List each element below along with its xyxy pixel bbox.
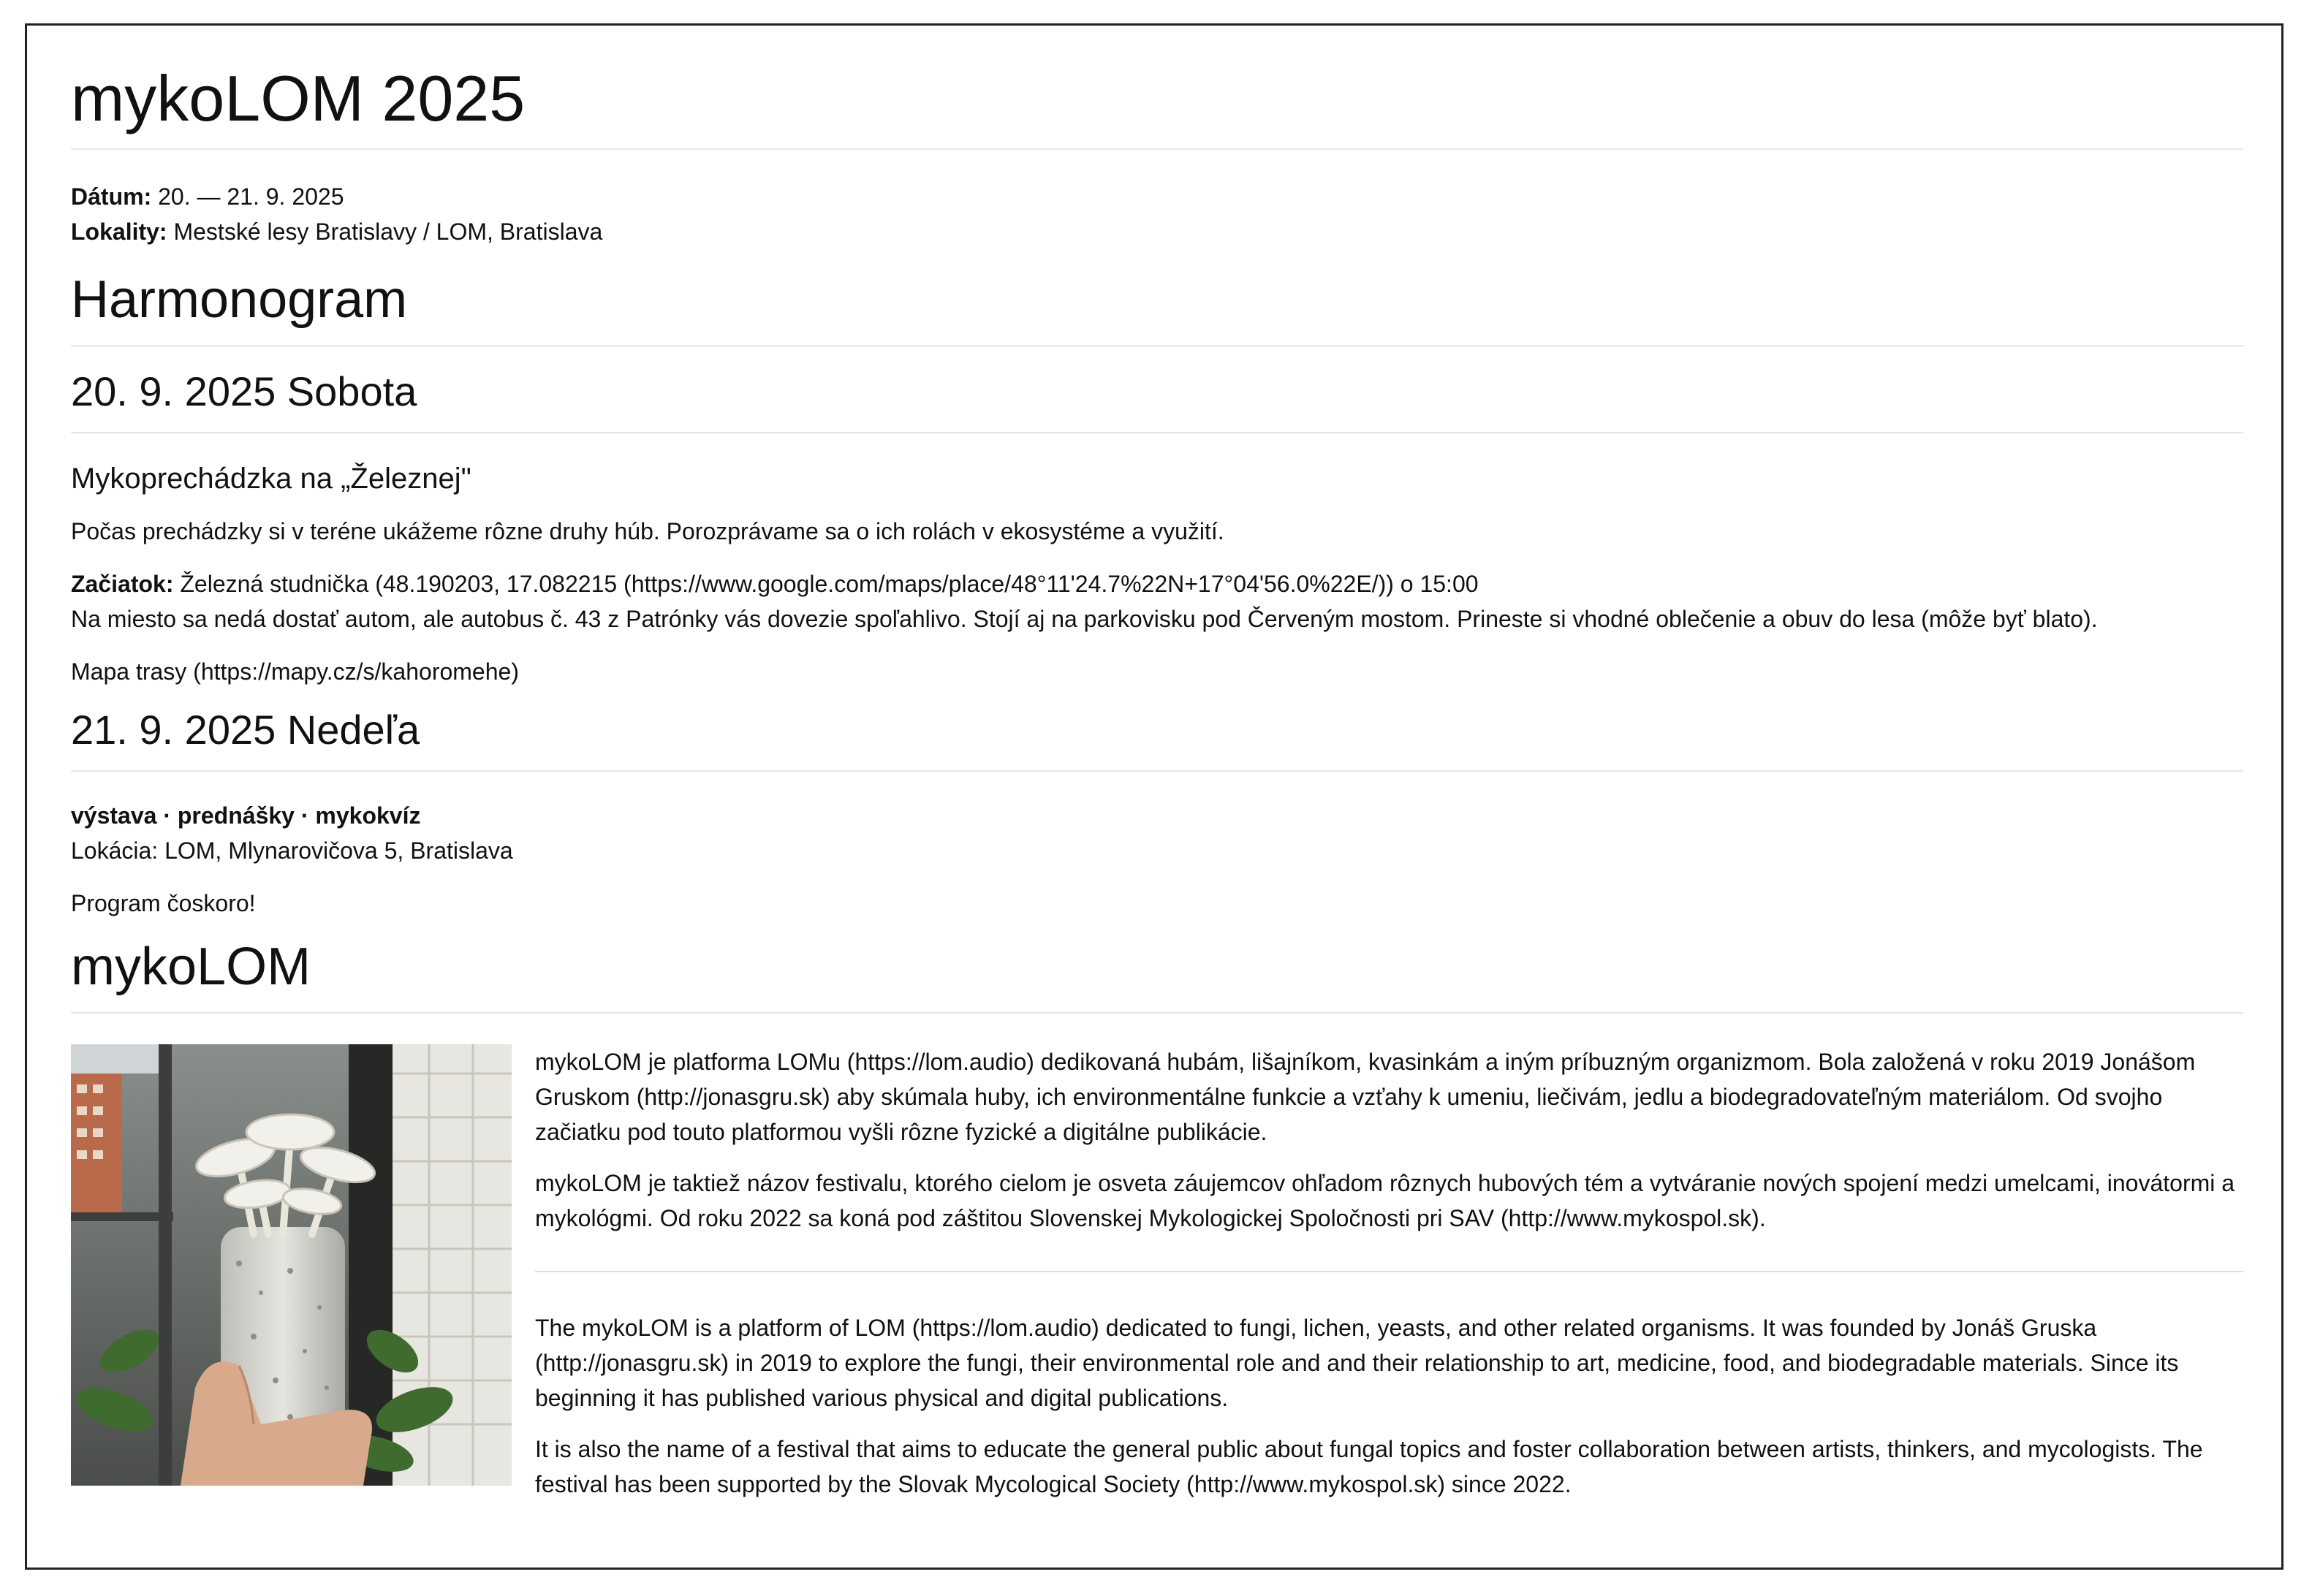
about-section [71, 1044, 2243, 1502]
about-en-paragraph-2: It is also the name of a festival that aims to educate the general public about fungal topics and foster collaboration between artists, thinkers, and mycologists. The festival has been supported by the Slovak Mycological Society (http://www.mykospol.sk) since 2022. [535, 1436, 2203, 1498]
walk-event-title: Mykoprechádzka na „Železnej" [71, 463, 471, 495]
walk-details [71, 566, 2243, 636]
date-line [71, 179, 2243, 214]
day2-note: Program čoskoro! [71, 890, 256, 917]
walk-description: Počas prechádzky si v teréne ukážeme rôzne druhy húb. Porozprávame sa o ich rolách v ekosystéme a využití. [71, 518, 1224, 545]
date-value: 20. — 21. 9. 2025 [151, 183, 344, 210]
mushroom-jar-photo [71, 1044, 512, 1486]
day2-heading: 21. 9. 2025 Nedeľa [71, 705, 2243, 772]
day2-program-title-text: výstava · prednášky · mykokvíz [71, 802, 421, 829]
page-content [71, 44, 2243, 1502]
walk-start-label: Začiatok: [71, 571, 174, 598]
walk-start-link[interactable]: Železná studnička (48.190203, 17.082215 (https://www.google.com/maps/place/48°11'24.7%22N+17°04'56.0%22E/)) o 15:00 [173, 571, 1479, 598]
about-sk-paragraph-1: mykoLOM je platforma LOMu (https://lom.audio) dedikovaná hubám, lišajníkom, kvasinkám a iným príbuzným organizmom. Bola založená v roku 2019 Jonášom Gruskom (http://jonasgru.sk) aby skúmala huby, ich environmentálne funkcie a vzťahy k umeniu, liečivám, jedlu a biodegradovateľným materiálom. Od svojho začiatku pod touto platformou vyšli rôzne fyzické a digitálne publikácie. [535, 1049, 2196, 1146]
day2-location: Lokácia: LOM, Mlynarovičova 5, Bratislava [71, 837, 513, 864]
about-en-paragraph-1: The mykoLOM is a platform of LOM (https://lom.audio) dedicated to fungi, lichen, yeasts, and other related organisms. It was founded by Jonáš Gruska (http://jonasgru.sk) in 2019 to explore the fungi, their environmental role and and their relationship to art, medicine, food, and biodegradable materials. Since its beginning it has published various physical and digital publications. [535, 1315, 2179, 1412]
day2-program-title [71, 798, 2243, 833]
location-value: Mestské lesy Bratislavy / LOM, Bratislava [167, 218, 603, 246]
location-label: Lokality: [71, 218, 167, 246]
mushroom-jar-image [71, 1044, 512, 1486]
day1-heading: 20. 9. 2025 Sobota [71, 367, 2243, 433]
location-line [71, 214, 2243, 249]
about-sk-paragraph-2: mykoLOM je taktiež názov festivalu, ktorého cielom je osveta záujemcov ohľadom rôznych hubových tém a vytváranie nových spojení medzi umelcami, inovátormi a mykológmi. Od roku 2022 sa koná pod záštitou Slovenskej Mykologickej Spoločnosti pri SAV (http://www.mykospol.sk). [535, 1170, 2235, 1232]
about-text [535, 1044, 2243, 1502]
schedule-heading: Harmonogram [71, 270, 2243, 346]
route-map-link[interactable]: Mapa trasy (https://mapy.cz/s/kahoromehe) [71, 658, 519, 685]
walk-transport-note: Na miesto sa nedá dostať autom, ale autobus č. 43 z Patrónky vás dovezie spoľahlivo. Stojí aj na parkovisku pod Červeným mostom. Prineste si vhodné oblečenie a obuv do lesa (môže byť blato). [71, 606, 2098, 633]
page-title: mykoLOM 2025 [71, 61, 2243, 150]
date-label: Dátum: [71, 183, 152, 210]
language-divider [535, 1271, 2243, 1272]
about-heading: mykoLOM [71, 937, 2243, 1014]
event-meta [71, 179, 2243, 249]
walk-start-line [71, 566, 2243, 601]
day2-details [71, 798, 2243, 868]
